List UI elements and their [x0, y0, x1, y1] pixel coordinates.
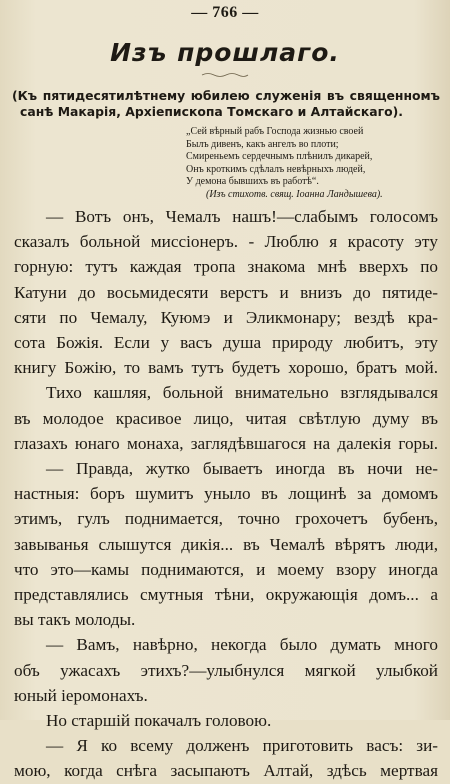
body-text-line: завыванья слышутся дикія... въ Чемалѣ вѣрятъ люди,	[14, 534, 438, 554]
body-text-line: вы такъ молоды.	[14, 610, 136, 630]
body-text-line: сказалъ больной миссіонеръ. - Люблю я красоту этy	[14, 232, 438, 252]
body-text-line: настныя: боръ шумитъ уныло въ лощинѣ за домомъ	[14, 484, 438, 504]
epigraph-line: У демона бывшихъ въ работѣ“.	[186, 176, 319, 188]
article-body	[14, 204, 438, 784]
body-text-line: юный іеромонахъ.	[14, 685, 148, 705]
body-text-line: сота Божія. Если у васъ душа природу любитъ, эту	[14, 333, 438, 353]
body-text-line: — Вотъ онъ, Чемалъ нашъ!—слабымъ голосомъ	[46, 207, 438, 226]
body-text-line: въ молодое красивое лицо, читая свѣтлую думу въ	[14, 408, 438, 428]
body-text-line: — Правда, жутко бываетъ иногда въ ночи не-	[46, 459, 438, 479]
epigraph-line: Онъ кроткимъ сдѣлалъ невѣрныхъ людей,	[186, 163, 366, 175]
epigraph-line: „Сей вѣрный рабъ Господа жизнью своей	[186, 126, 364, 137]
body-text-line: что это—камы поднимаются, и моему взору иногда	[14, 559, 438, 579]
body-text-line: Тихо кашляя, больной внимательно взглядывался	[46, 383, 438, 403]
body-text-line: этимъ, гулъ поднимается, точно грохочетъ бубенъ,	[14, 509, 438, 529]
epigraph-line: Смиреньемъ сердечнымъ плѣнилъ дикарей,	[186, 151, 373, 163]
article-title: Изъ прошлаго.	[110, 38, 340, 67]
epigraph-source: (Изъ стихотв. свящ. Іоанна Ландышева).	[206, 188, 383, 200]
body-text-line: Катуни до восьмидесяти верстъ и внизъ до пятиде-	[14, 282, 438, 302]
epigraph	[186, 126, 441, 202]
body-text-line: книгу Божію, то вамъ тутъ будетъ хорошо, братъ мой.	[14, 358, 438, 378]
epigraph-line: Былъ дивенъ, какъ ангелъ во плоти;	[186, 138, 339, 150]
subtitle-line: санѣ Макарія, Архіепископа Томскаго и Алтайскаго).	[20, 104, 403, 119]
body-text-line: мою, когда снѣга засыпаютъ Алтай, здѣсь мертвая	[14, 761, 438, 781]
body-text-line: объ ужасахъ этихъ?—улыбнулся мягкой улыбкой	[14, 660, 438, 680]
subtitle-line: (Къ пятидесятилѣтнему юбилею служенія въ священномъ	[12, 88, 440, 103]
body-text-line: сяти по Чемалу, Куюмэ и Эликмонару; вездѣ кра-	[14, 307, 438, 327]
article-subtitle	[12, 88, 440, 120]
body-text-line: горную: тутъ каждая тропа знакома мнѣ вверхъ по	[14, 257, 438, 277]
body-text-line: — Я ко всему долженъ приготовить васъ: зи-	[46, 736, 438, 756]
body-text-line: глазахъ юнаго монаха, заглядѣвшагося на далекія горы.	[14, 433, 438, 453]
title-ornament	[200, 72, 250, 78]
page-number: — 766 —	[191, 4, 259, 21]
body-text-line: представлялись смутныя тѣни, окружающія домъ... а	[14, 585, 438, 605]
body-text-line: — Вамъ, навѣрно, некогда было думать много	[46, 635, 438, 655]
body-text-line: Но старшій покачалъ головою.	[46, 711, 272, 731]
